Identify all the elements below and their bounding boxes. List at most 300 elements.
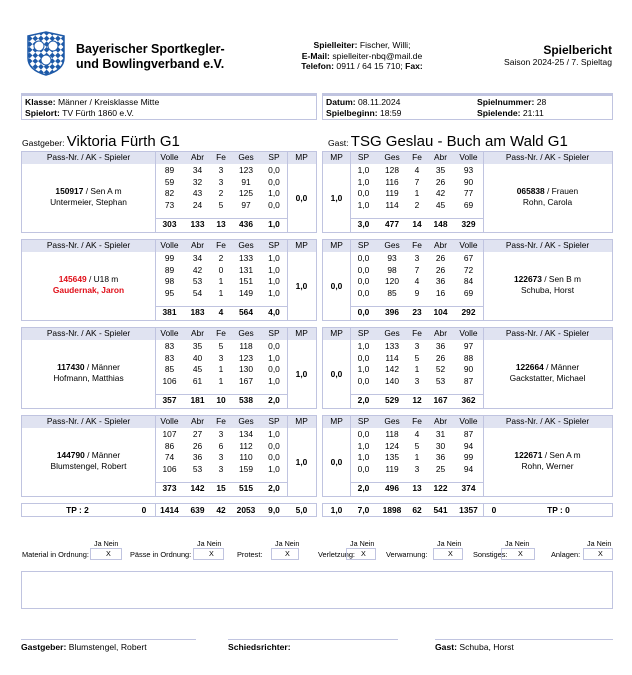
- game-sp: 1,0: [357, 341, 370, 351]
- game-volle: 99: [164, 253, 175, 263]
- game-ges: 133: [385, 341, 399, 351]
- game-fe: 4: [414, 165, 420, 175]
- total-volle: 292: [461, 307, 476, 317]
- game-sp: 0,0: [268, 176, 280, 187]
- player-mp: 1,0: [295, 369, 308, 379]
- game-fe: 1: [218, 375, 224, 386]
- col-header-abr: Abr: [190, 240, 205, 250]
- check-box-pässe-in-ordnung[interactable]: [193, 548, 224, 560]
- game-sp: 0,0: [357, 429, 370, 439]
- game-fe: 4: [414, 429, 420, 439]
- player-pass: [22, 186, 155, 197]
- game-abr: 36: [435, 276, 446, 286]
- game-volle: 89: [164, 165, 175, 175]
- game-ges: 128: [385, 165, 399, 175]
- divider: [287, 240, 288, 320]
- game-sp: 1,0: [357, 176, 370, 187]
- game-fe: 5: [218, 341, 224, 351]
- player-cell: [483, 362, 612, 383]
- total-ges: 515: [239, 483, 253, 493]
- col-header-abr: Abr: [433, 240, 448, 250]
- total-abr: 142: [190, 483, 205, 493]
- game-volle: 77: [463, 188, 474, 198]
- game-sp: 1,0: [357, 452, 370, 462]
- game-abr: 53: [192, 276, 203, 286]
- game-volle: 99: [463, 452, 474, 462]
- guest-block: [322, 327, 613, 409]
- game-abr: 32: [192, 176, 203, 187]
- player-pass: [483, 186, 612, 197]
- ende-value: 21:11: [522, 108, 544, 118]
- game-abr: 61: [192, 375, 203, 386]
- col-header-ges: Ges: [238, 240, 254, 250]
- check-mark-nein: X: [106, 549, 111, 558]
- game-volle: 73: [164, 199, 175, 210]
- game-fe: 1: [218, 287, 224, 298]
- total-abr: 181: [190, 395, 205, 405]
- player-age-class: / Sen A m: [83, 186, 122, 196]
- player-name: Blumstengel, Robert: [50, 460, 127, 471]
- game-ges: 159: [239, 463, 253, 474]
- game-volle: 90: [463, 176, 474, 187]
- total-abr: 122: [433, 483, 448, 493]
- game-fe: 9: [414, 287, 420, 298]
- total-fe: 14: [412, 219, 422, 229]
- game-volle: 106: [162, 375, 177, 386]
- game-fe: 5: [218, 199, 224, 210]
- player-age-class: / Frauen: [544, 186, 579, 196]
- game-abr: 43: [192, 188, 203, 198]
- total-ges: 496: [385, 483, 399, 493]
- player-age-class: / Männer: [543, 362, 580, 372]
- match-info-left: [21, 95, 317, 120]
- game-fe: 2: [218, 253, 224, 263]
- game-sp: 1,0: [268, 264, 280, 275]
- total-sp: 2,0: [268, 483, 280, 493]
- spielort-value: TV Fürth 1860 e.V.: [62, 108, 134, 118]
- check-box-material-in-ordnung[interactable]: [90, 548, 122, 560]
- home-team-label: Gastgeber:: [22, 138, 65, 148]
- game-fe: 7: [414, 176, 420, 187]
- sign-home: [21, 642, 147, 652]
- game-abr: 31: [435, 429, 446, 439]
- game-sp: 0,0: [357, 276, 370, 286]
- total-ges: 396: [385, 307, 399, 317]
- game-volle: 88: [463, 352, 474, 363]
- col-header-fe: Fe: [216, 416, 226, 426]
- guest-total-mp: 1,0: [330, 505, 343, 515]
- federation-name-line1: Bayerischer Sportkegler-: [76, 42, 225, 56]
- game-sp: 1,0: [268, 287, 280, 298]
- player-name: Hofmann, Matthias: [53, 372, 124, 383]
- game-abr: 35: [192, 341, 203, 351]
- game-fe: 7: [414, 264, 420, 275]
- player-pass-number: 145649: [58, 274, 87, 284]
- remarks-box[interactable]: [21, 571, 613, 609]
- game-sp: 0,0: [357, 264, 370, 275]
- check-box-verwarnung[interactable]: [433, 548, 463, 560]
- total-sp: 4,0: [268, 307, 280, 317]
- game-ges: 114: [385, 199, 399, 210]
- divider: [287, 152, 288, 232]
- total-ges: 477: [385, 219, 399, 229]
- player-pass: [483, 362, 612, 373]
- player-cell: [22, 186, 155, 207]
- game-ges: 91: [241, 176, 251, 187]
- game-abr: 42: [435, 188, 446, 198]
- game-fe: 3: [414, 375, 420, 386]
- game-volle: 69: [463, 287, 474, 298]
- col-header-volle: Volle: [459, 416, 478, 426]
- col-header-sp: SP: [357, 240, 370, 250]
- game-volle: 97: [463, 341, 474, 351]
- col-header-player: Pass-Nr. / AK - Spieler: [46, 416, 131, 426]
- sign-referee: [228, 642, 291, 652]
- game-fe: 2: [414, 199, 420, 210]
- game-sp: 0,0: [268, 199, 280, 210]
- guest-block: [322, 151, 613, 233]
- check-label-anlagen: Anlagen:: [551, 550, 581, 559]
- game-ges: 119: [385, 463, 399, 474]
- game-volle: 84: [463, 276, 474, 286]
- player-pass-number: 144790: [56, 450, 85, 460]
- game-sp: 1,0: [357, 165, 370, 175]
- col-header-ges: Ges: [384, 328, 400, 338]
- player-mp: 0,0: [295, 193, 308, 203]
- sign-home-name: Blumstengel, Robert: [68, 642, 147, 652]
- col-header-volle: Volle: [459, 152, 478, 162]
- email-link[interactable]: spielleiter-nbq@mail.de: [332, 50, 423, 61]
- total-sp: 2,0: [357, 395, 370, 405]
- game-sp: 0,0: [268, 341, 280, 351]
- total-abr: 167: [433, 395, 448, 405]
- game-volle: 82: [164, 188, 175, 198]
- game-abr: 53: [192, 463, 203, 474]
- col-header-abr: Abr: [190, 152, 205, 162]
- game-ges: 123: [239, 165, 253, 175]
- check-mark-nein: X: [209, 549, 214, 558]
- col-header-sp: SP: [357, 152, 370, 162]
- player-age-class: / Männer: [84, 450, 121, 460]
- season-subtitle: Saison 2024-25 / 7. Spieltag: [504, 57, 612, 67]
- player-cell: [483, 186, 612, 207]
- total-abr: 133: [190, 219, 205, 229]
- total-ges: 529: [385, 395, 399, 405]
- check-label-material-in-ordnung: Material in Ordnung:: [22, 550, 89, 559]
- game-sp: 0,0: [268, 440, 280, 451]
- col-header-fe: Fe: [412, 328, 422, 338]
- col-header-sp: SP: [357, 416, 370, 426]
- game-abr: 45: [192, 364, 203, 374]
- check-box-anlagen[interactable]: [583, 548, 613, 560]
- col-header-volle: Volle: [160, 152, 179, 162]
- game-volle: 67: [463, 253, 474, 263]
- player-name: Rohn, Werner: [521, 460, 574, 471]
- col-header-sp: SP: [268, 416, 280, 426]
- player-pass-number: 122673: [513, 274, 542, 284]
- guest-zero: 0: [491, 505, 497, 515]
- game-sp: 0,0: [268, 364, 280, 374]
- game-volle: 94: [463, 463, 474, 474]
- game-fe: 2: [218, 188, 224, 198]
- home-total-mp: 5,0: [295, 505, 308, 515]
- game-abr: 26: [435, 264, 446, 275]
- total-ges: 564: [239, 307, 253, 317]
- game-sp: 1,0: [357, 440, 370, 451]
- col-header-sp: SP: [268, 152, 280, 162]
- game-fe: 5: [414, 352, 420, 363]
- game-sp: 1,0: [268, 188, 280, 198]
- game-fe: 5: [414, 440, 420, 451]
- total-sp: 0,0: [357, 307, 370, 317]
- check-label-pässe-in-ordnung: Pässe in Ordnung:: [130, 550, 192, 559]
- klasse-label: Klasse:: [25, 97, 56, 107]
- player-cell: [483, 274, 612, 295]
- game-ges: 124: [385, 440, 399, 451]
- home-block: [21, 327, 317, 409]
- phone-label: Telefon:: [301, 61, 335, 71]
- guest-total-fe: 62: [412, 505, 422, 515]
- game-volle: 106: [162, 463, 177, 474]
- report-title: Spielbericht: [543, 43, 612, 57]
- game-fe: 0: [218, 264, 224, 275]
- total-volle: 303: [162, 219, 177, 229]
- game-sp: 1,0: [357, 199, 370, 210]
- game-abr: 36: [435, 341, 446, 351]
- col-header-sp: SP: [268, 328, 280, 338]
- game-volle: 59: [164, 176, 175, 187]
- game-volle: 69: [463, 199, 474, 210]
- game-fe: 3: [218, 352, 224, 363]
- federation-logo: [24, 30, 68, 76]
- guest-team: [328, 133, 568, 150]
- guest-block: [322, 239, 613, 321]
- game-volle: 94: [463, 440, 474, 451]
- yes-no-header: Ja Nein: [275, 539, 300, 548]
- yes-no-header: Ja Nein: [505, 539, 530, 548]
- sign-guest-name: Schuba, Horst: [459, 642, 514, 652]
- total-volle: 373: [162, 483, 177, 493]
- game-fe: 3: [414, 341, 420, 351]
- guest-total-ges: 1898: [382, 505, 402, 515]
- game-ges: 134: [239, 429, 253, 439]
- home-block: [21, 239, 317, 321]
- game-volle: 90: [463, 364, 474, 374]
- guest-total-abr: 541: [433, 505, 448, 515]
- game-volle: 95: [164, 287, 175, 298]
- game-sp: 0,0: [357, 253, 370, 263]
- total-sp: 2,0: [268, 395, 280, 405]
- game-ges: 119: [385, 188, 399, 198]
- game-sp: 0,0: [268, 452, 280, 462]
- check-label-verletzung: Verletzung:: [318, 550, 355, 559]
- game-ges: 112: [239, 440, 253, 451]
- guest-block: [322, 415, 613, 497]
- game-sp: 0,0: [357, 188, 370, 198]
- col-header-player: Pass-Nr. / AK - Spieler: [46, 152, 131, 162]
- col-header-fe: Fe: [216, 328, 226, 338]
- col-header-ges: Ges: [238, 416, 254, 426]
- game-abr: 36: [192, 452, 203, 462]
- col-header-sp: SP: [268, 240, 280, 250]
- total-fe: 13: [412, 483, 422, 493]
- col-header-player: Pass-Nr. / AK - Spieler: [46, 328, 131, 338]
- col-header-player: Pass-Nr. / AK - Spieler: [505, 240, 590, 250]
- home-block: [21, 151, 317, 233]
- game-abr: 36: [435, 452, 446, 462]
- game-volle: 93: [463, 165, 474, 175]
- game-sp: 1,0: [268, 429, 280, 439]
- col-header-abr: Abr: [433, 416, 448, 426]
- home-zero: 0: [141, 505, 147, 515]
- player-pass: [22, 450, 155, 461]
- player-mp: 0,0: [330, 281, 343, 291]
- game-abr: 16: [435, 287, 446, 298]
- game-ges: 149: [239, 287, 253, 298]
- yes-no-header: Ja Nein: [350, 539, 375, 548]
- game-fe: 1: [414, 452, 420, 462]
- col-header-player: Pass-Nr. / AK - Spieler: [505, 152, 590, 162]
- fax-label: Fax:: [405, 61, 423, 71]
- player-age-class: / U18 m: [86, 274, 119, 284]
- player-cell: [483, 450, 612, 471]
- col-header-mp: MP: [295, 152, 308, 162]
- check-box-sonstiges[interactable]: [501, 548, 535, 560]
- game-fe: 3: [218, 176, 224, 187]
- col-header-mp: MP: [330, 152, 343, 162]
- game-sp: 1,0: [268, 276, 280, 286]
- guest-total-row: [322, 503, 613, 517]
- col-header-mp: MP: [295, 240, 308, 250]
- home-total-row: [21, 503, 317, 517]
- home-total-fe: 42: [216, 505, 226, 515]
- check-mark-nein: X: [361, 549, 366, 558]
- home-total-ges: 2053: [236, 505, 256, 515]
- player-name: Schuba, Horst: [520, 284, 575, 295]
- game-abr: 53: [435, 375, 446, 386]
- game-fe: 4: [414, 276, 420, 286]
- col-header-ges: Ges: [384, 152, 400, 162]
- player-pass: [483, 450, 612, 461]
- game-fe: 1: [414, 364, 420, 374]
- total-ges: 538: [239, 395, 253, 405]
- total-volle: 374: [461, 483, 476, 493]
- game-ges: 118: [239, 341, 253, 351]
- game-abr: 24: [192, 199, 203, 210]
- game-ges: 98: [387, 264, 397, 275]
- game-sp: 1,0: [268, 463, 280, 474]
- game-ges: 97: [241, 199, 251, 210]
- player-pass-number: 122671: [514, 450, 543, 460]
- game-fe: 3: [414, 253, 420, 263]
- home-total-volle: 1414: [160, 505, 179, 515]
- check-box-protest[interactable]: [271, 548, 299, 560]
- game-abr: 26: [435, 253, 446, 263]
- sign-referee-label: Schiedsrichter:: [228, 642, 291, 652]
- total-volle: 381: [162, 307, 177, 317]
- col-header-mp: MP: [295, 416, 308, 426]
- game-fe: 1: [414, 188, 420, 198]
- game-fe: 3: [218, 429, 224, 439]
- federation-name-line2: und Bowlingverband e.V.: [76, 57, 225, 71]
- player-name: Gackstatter, Michael: [509, 372, 586, 383]
- col-header-ges: Ges: [238, 328, 254, 338]
- total-fe: 4: [218, 307, 224, 317]
- player-cell: [22, 274, 155, 295]
- col-header-fe: Fe: [216, 152, 226, 162]
- game-volle: 83: [164, 352, 175, 363]
- game-ges: 116: [385, 176, 399, 187]
- player-pass-number: 065838: [516, 186, 545, 196]
- contact-block: [262, 40, 462, 72]
- game-fe: 3: [414, 463, 420, 474]
- game-ges: 110: [239, 452, 253, 462]
- game-ges: 120: [385, 276, 399, 286]
- col-header-mp: MP: [330, 328, 343, 338]
- guest-tp: TP : 0: [547, 505, 570, 515]
- divider: [287, 328, 288, 408]
- total-sp: 1,0: [268, 219, 280, 229]
- game-abr: 42: [192, 264, 203, 275]
- col-header-abr: Abr: [433, 152, 448, 162]
- sign-guest-label: Gast:: [435, 642, 457, 652]
- game-volle: 87: [463, 375, 474, 386]
- total-ges: 436: [239, 219, 253, 229]
- spielort-label: Spielort:: [25, 108, 60, 118]
- total-sp: 3,0: [357, 219, 370, 229]
- game-abr: 34: [192, 253, 203, 263]
- player-pass: [22, 274, 155, 285]
- game-abr: 52: [435, 364, 446, 374]
- home-total-sp: 9,0: [268, 505, 280, 515]
- datum-value: 08.11.2024: [358, 97, 401, 107]
- col-header-volle: Volle: [160, 328, 179, 338]
- game-abr: 45: [435, 199, 446, 210]
- col-header-abr: Abr: [433, 328, 448, 338]
- leiter-label: Spielleiter:: [313, 40, 358, 50]
- beginn-label: Spielbeginn:: [326, 108, 378, 118]
- game-ges: 123: [239, 352, 253, 363]
- home-block: [21, 415, 317, 497]
- game-abr: 30: [435, 440, 446, 451]
- col-header-abr: Abr: [190, 328, 205, 338]
- game-abr: 54: [192, 287, 203, 298]
- home-team-name: Viktoria Fürth G1: [66, 133, 180, 150]
- col-header-mp: MP: [295, 328, 308, 338]
- player-mp: 1,0: [295, 281, 308, 291]
- game-sp: 0,0: [357, 463, 370, 474]
- col-header-fe: Fe: [216, 240, 226, 250]
- col-header-abr: Abr: [190, 416, 205, 426]
- game-sp: 1,0: [268, 375, 280, 386]
- total-fe: 12: [412, 395, 422, 405]
- game-abr: 35: [435, 165, 446, 175]
- game-volle: 72: [463, 264, 474, 275]
- nummer-value: 28: [536, 97, 547, 107]
- player-pass: [483, 274, 612, 285]
- game-ges: 131: [239, 264, 253, 275]
- datum-label: Datum:: [326, 97, 356, 107]
- col-header-ges: Ges: [384, 416, 400, 426]
- player-pass-number: 150917: [55, 186, 84, 196]
- game-fe: 1: [218, 276, 224, 286]
- col-header-player: Pass-Nr. / AK - Spieler: [46, 240, 131, 250]
- check-box-verletzung[interactable]: [346, 548, 376, 560]
- check-label-sonstiges: Sonstiges:: [473, 550, 508, 559]
- yes-no-header: Ja Nein: [94, 539, 119, 548]
- divider: [287, 416, 288, 496]
- guest-team-label: Gast:: [328, 138, 349, 148]
